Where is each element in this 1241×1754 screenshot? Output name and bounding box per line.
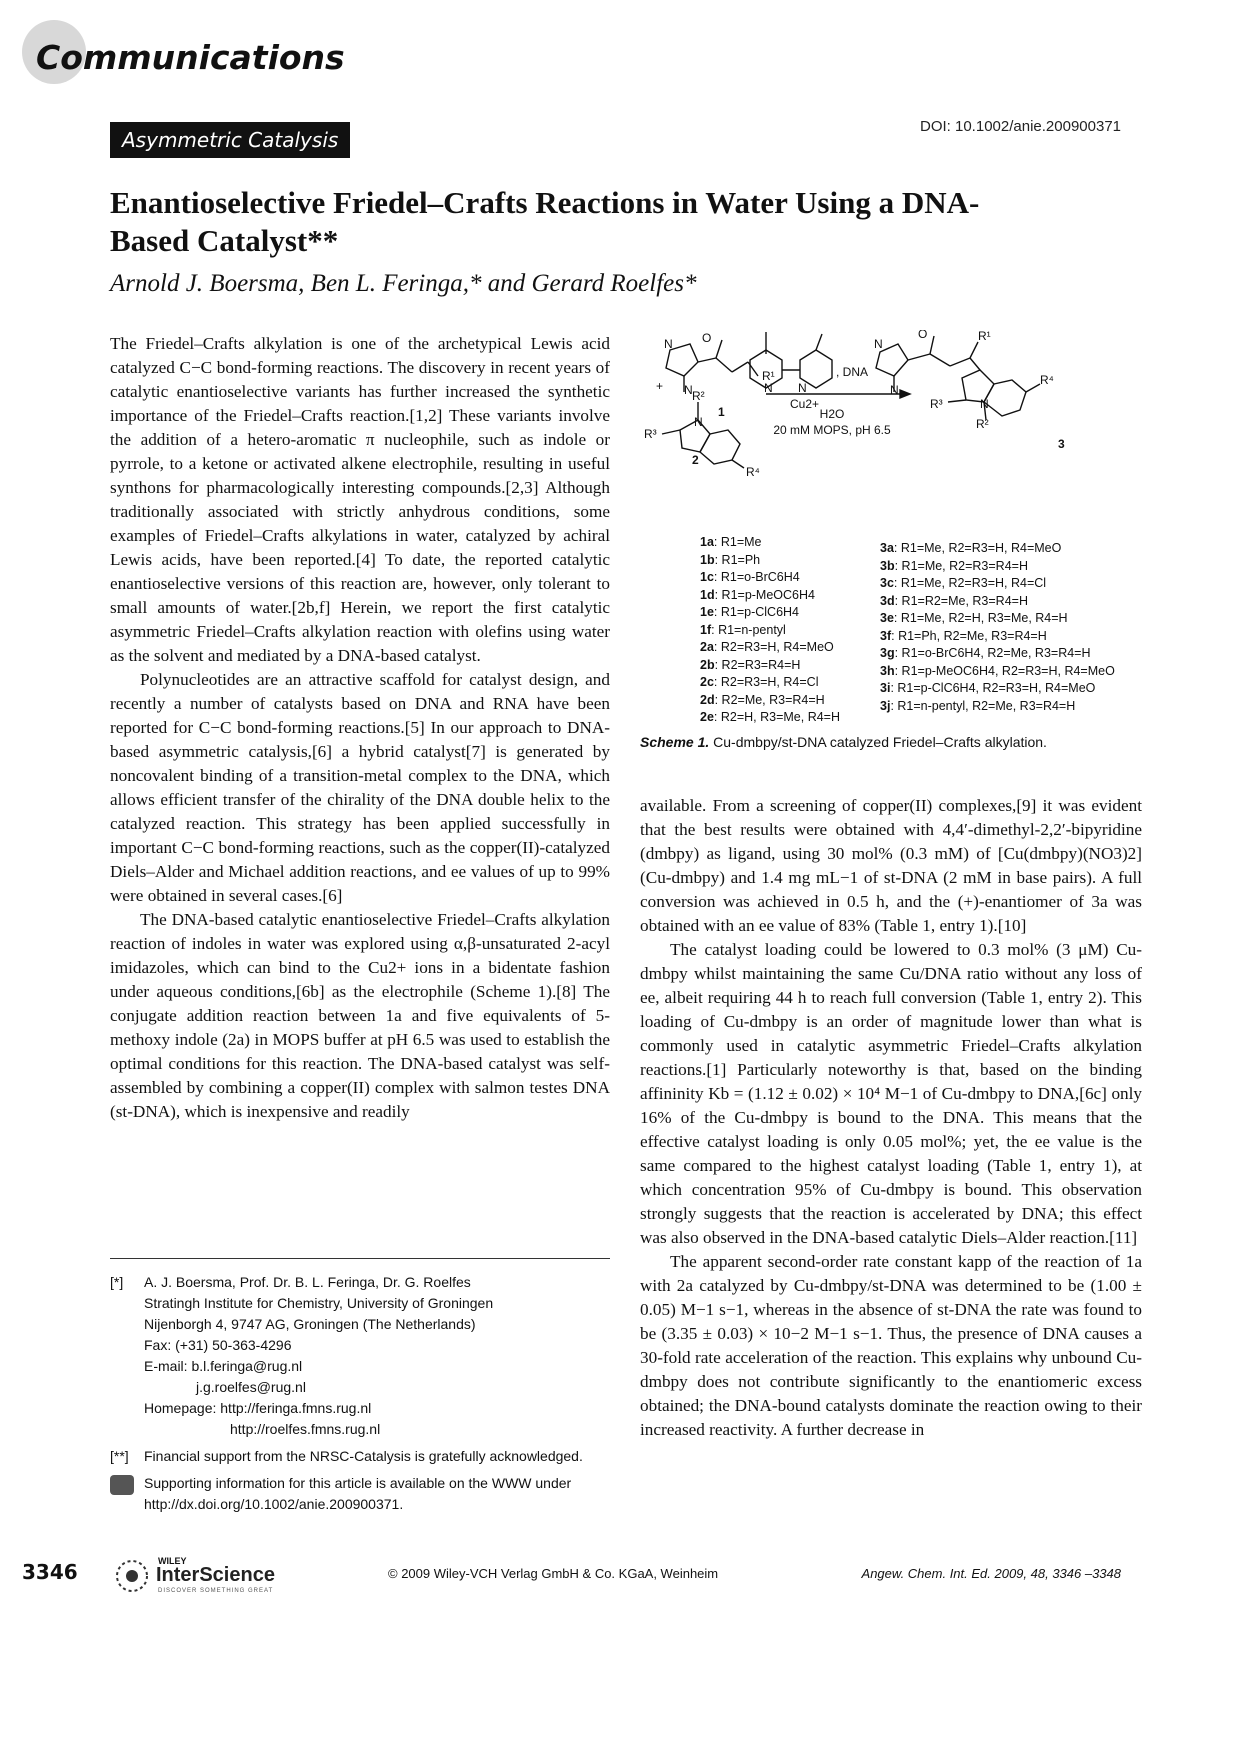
category-label: Asymmetric Catalysis [110,122,350,158]
compound-id: 1d [700,587,715,602]
footnote-homepage-line[interactable]: http://roelfes.fmns.rug.nl [230,1421,381,1437]
cu-label: Cu2+ [790,397,820,411]
scheme-caption [640,734,1140,750]
svg-text:R³: R³ [644,427,657,441]
footnote-affiliation [110,1272,610,1440]
journal-citation: Angew. Chem. Int. Ed. 2009, 48, 3346 –3348 [861,1566,1121,1581]
footnote-email-line[interactable]: j.g.roelfes@rug.nl [196,1379,306,1395]
copyright: © 2009 Wiley-VCH Verlag GmbH & Co. KGaA, Weinheim [388,1566,719,1581]
compound-substituents: : R1=Ph [714,552,761,567]
supporting-info-icon [110,1475,134,1495]
compound-entry [880,628,1115,646]
compound-label-1: 1 [718,405,725,419]
paragraph: The catalyst loading could be lowered to 0.3 mol% (3 μM) Cu-dmbpy whilst maintaining the same Cu/DNA ratio without any loss of ee, albeit requiring 44 h to reach full conversion (Table 1, entry 2). This loading of Cu-dmbpy is an order of magnitude lower than what is commonly used in catalytic asymmetric Friedel–Crafts alkylation reactions.[1] Particularly noteworthy is that, based on the binding affininity Kb = (1.12 ± 0.02) × 10⁴ M−1 of Cu-dmbpy to DNA,[6c] only 16% of the Cu-dmbpy is bound to the DNA. This means that the effective catalyst loading is only 0.05 mol%; yet, the ee value is the same compared to the highest catalyst loading (Table 1, entry 1), at which concentration 95% of Cu-dmbpy is bound. This observation strongly suggests that the reaction is accelerated by DNA; this effect was also observed in the DNA-based catalytic Diels–Alder reaction.[11] [640,940,1142,1247]
compound-entry [880,593,1115,611]
footnote-supporting-info [110,1473,610,1515]
compound-id: 2e [700,710,714,724]
svg-text:R¹: R¹ [762,369,775,383]
paragraph: available. From a screening of copper(II) complexes,[9] it was evident that the best results were obtained with 4,4′-dimethyl-2,2′-bipyridine (dmbpy) as ligand, using 30 mol% (0.3 mM) of [Cu(dmbpy)(NO3)2] (Cu-dmbpy) and 1.4 mg mL−1 of st-DNA (2 mM in base pairs). A full conversion was achieved in 0.5 h, and the (+)-enantiomer of 3a was obtained with an ee value of 83% (Table 1, entry 1).[10] [640,796,1142,935]
body-left-column [110,332,610,1124]
compound-substituents: : R2=R3=H, R4=Cl [713,675,819,689]
compound-entry [700,569,840,587]
svg-text:R¹: R¹ [978,330,991,343]
compound-substituents: : R2=H, R3=Me, R4=H [713,710,840,724]
title-line-2: Based Catalyst** [110,223,339,258]
svg-text:N: N [874,337,883,351]
compound-substituents: : R1=Ph, R2=Me, R3=R4=H [891,628,1047,643]
paragraph: The Friedel–Crafts alkylation is one of the archetypical Lewis acid catalyzed C−C bond-forming reactions. The discovery in recent years of catalytic enantioselective variants has further increased the synthetic importance of the Friedel–Crafts reaction.[1,2] These variants involve the addition of a hetero-aromatic π nucleophile, such as indole or pyrrole, to a ketone or activated alkene electrophile, resulting in useful synthons for pharmacologically interesting compounds.[2,3] Although traditionally associated with strictly anhydrous conditions, some examples of Friedel–Crafts alkylations in water, catalyzed by achiral Lewis acids, have been reported.[4] To date, the reported catalytic enantioselective versions of this reaction are, however, only tolerant to small amounts of water.[2b,f] Herein, we report the first catalytic asymmetric Friedel–Crafts alkylation reaction with olefins using water as the solvent and mediated by a DNA-based catalyst. [110,334,610,665]
svg-text:N: N [764,381,773,395]
compound-substituents: : R2=R3=H, R4=MeO [713,640,834,654]
svg-text:N: N [694,415,703,429]
compound-entry [880,645,1115,663]
compound-entry [880,680,1115,698]
page-number: 3346 [22,1560,78,1584]
compound-substituents: : R2=Me, R3=R4=H [714,692,825,707]
paragraph: The apparent second-order rate constant kapp of the reaction of 1a with 2a catalyzed by Cu-dmbpy/st-DNA was determined to be (1.00 ± 0.05) M−1 s−1, whereas in the absence of st-DNA the rate was found to be (3.35 ± 0.03) × 10−2 M−1 s−1. Thus, the presence of DNA causes a 30-fold rate acceleration of the reaction. This explains why unbound Cu-dmbpy does not contribute significantly to the enantiomeric excess obtained; the DNA-bound catalysts dominate the reaction owing to their increased reactivity. A further decrease in [640,1252,1142,1439]
compound-substituents: : R1=Me, R2=R3=H, R4=MeO [893,541,1062,555]
compound-entry [700,674,840,692]
svg-text:R³: R³ [930,397,943,411]
compound-id: 2b [700,657,715,672]
plus-sign: + [656,379,664,393]
svg-text:N: N [890,383,899,397]
compound-entry [880,575,1115,593]
compound-entry [880,558,1115,576]
conditions-buffer: 20 mM MOPS, pH 6.5 [773,423,891,437]
svg-text:R²: R² [692,389,705,403]
footnote-line: A. J. Boersma, Prof. Dr. B. L. Feringa, Dr. G. Roelfes [144,1274,471,1290]
compound-entry [880,540,1115,558]
compound-substituents: : R2=R3=R4=H [714,657,801,672]
svg-text:N: N [980,397,989,411]
footnote-mark: [*] [110,1274,124,1290]
compound-substituents: : R1=Me [713,535,762,549]
compound-substituents: : R1=Me, R2=R3=H, R4=Cl [893,576,1047,590]
compound-substituents: : R1=Me, R2=H, R3=Me, R4=H [893,611,1068,625]
compound-entry [880,698,1115,716]
publisher-tagline: DISCOVER SOMETHING GREAT [158,1588,274,1594]
publisher-brand: InterScience [156,1564,275,1586]
compound-id: 1b [700,552,715,567]
compound-entry [700,534,840,552]
footnote-line: Fax: (+31) 50-363-4296 [144,1337,292,1353]
svg-text:N: N [664,337,673,351]
compound-id: 1a [700,535,714,549]
footnote-line: E-mail: b.l.feringa@rug.nl [144,1358,303,1374]
compound-substituents: : R1=n-pentyl [711,622,786,637]
compound-entry [700,587,840,605]
svg-text:N: N [798,381,807,395]
compound-entry [700,692,840,710]
compound-id: 3c [880,576,894,590]
compound-substituents: : R1=R2=Me, R3=R4=H [894,593,1028,608]
compound-id: 3i [880,681,891,695]
conditions-solvent: H2O [819,407,845,421]
svg-text:R⁴: R⁴ [746,465,760,479]
compound-id: 1e [700,605,714,619]
svg-text:N: N [684,383,693,397]
footnotes [110,1272,610,1521]
compound-substituents: : R1=p-ClC6H4 [713,605,800,619]
svg-text:R⁴: R⁴ [1040,373,1054,387]
compound-id: 3g [880,646,895,660]
interscience-logo-icon [112,1556,152,1596]
footnote-line[interactable]: Homepage: http://feringa.fmns.rug.nl [144,1400,372,1416]
compound-entry [700,622,840,640]
paragraph: The DNA-based catalytic enantioselective Friedel–Crafts alkylation reaction of indoles in water was explored using α,β-unsaturated 2-acyl imidazoles, which can bind to the Cu2+ ions in a bidentate fashion under aqueous conditions,[6b] as the electrophile (Scheme 1).[8] The conjugate addition reaction between 1a and five equivalents of 5-methoxy indole (2a) in MOPS buffer at pH 6.5 was used to establish the optimal conditions for this reaction. The DNA-based catalyst was self-assembled by combining a copper(II) complex with salmon testes DNA (st-DNA), which is inexpensive and readily [110,910,610,1121]
compound-entry [700,639,840,657]
compound-id: 3f [880,628,892,643]
compound-id: 3b [880,558,895,573]
body-right-column [640,794,1142,1442]
compound-label-2: 2 [692,453,699,467]
indole-benzene-ring [700,430,740,464]
footnote-line: Nijenborgh 4, 9747 AG, Groningen (The Netherlands) [144,1316,476,1332]
compound-list-left [700,534,840,727]
compound-substituents: : R1=o-BrC6H4 [713,570,800,584]
title-line-1: Enantioselective Friedel–Crafts Reactions in Water Using a DNA- [110,185,980,220]
doi: DOI: 10.1002/anie.200900371 [920,118,1121,135]
compound-list-right [880,540,1115,715]
compound-id: 2c [700,675,714,689]
compound-id: 3e [880,611,894,625]
compound-substituents: : R1=n-pentyl, R2=Me, R3=R4=H [890,698,1076,713]
compound-substituents: : R1=p-ClC6H4, R2=R3=H, R4=MeO [890,681,1096,695]
compound-substituents: : R1=p-MeOC6H4 [714,587,815,602]
footnote-funding [110,1446,610,1467]
compound-id: 1f [700,622,712,637]
compound-id: 3h [880,663,895,678]
author-list: Arnold J. Boersma, Ben L. Feringa,* and Gerard Roelfes* [110,270,697,297]
product-indole-pyrrole [962,370,994,402]
paragraph: Polynucleotides are an attractive scaffold for catalyst design, and recently a number of catalysts based on DNA and RNA have been reported for C−C bond-forming reactions.[5] In our approach to DNA-based asymmetric catalysis,[6] a hybrid catalyst[7] is generated by noncovalent binding of a transition-metal complex to the DNA, which allows efficient transfer of the chirality of the DNA double helix to the catalyzed reaction. This strategy has been applied successfully in important C−C bond-forming reactions, such as the copper(II)-catalyzed Diels–Alder and Michael addition reactions, and ee values of up to 99% were obtained in several cases.[6] [110,670,610,905]
footnote-divider [110,1258,610,1259]
compound-substituents: : R1=Me, R2=R3=R4=H [894,558,1028,573]
compound-entry [700,604,840,622]
compound-entry [880,663,1115,681]
publisher-small: WILEY [158,1556,187,1566]
compound-entry [700,552,840,570]
compound-entry [700,709,840,727]
conditions-reagent: , DNA [836,365,869,379]
compound-id: 3j [880,698,891,713]
compound-id: 1c [700,570,714,584]
footnote-funding-text: Financial support from the NRSC-Catalysis is gratefully acknowledged. [144,1448,583,1464]
product-indole-benzene [984,380,1026,416]
scheme-caption-label: Scheme 1. [640,734,710,750]
compound-substituents: : R1=o-BrC6H4, R2=Me, R3=R4=H [894,646,1091,660]
compound-substituents: : R1=p-MeOC6H4, R2=R3=H, R4=MeO [894,663,1115,678]
compound-id: 3d [880,593,895,608]
footnote-mark: [**] [110,1448,129,1464]
compound-id: 2a [700,640,714,654]
section-header: Communications [36,38,345,77]
footnote-line: Stratingh Institute for Chemistry, University of Groningen [144,1295,494,1311]
scheme-caption-text: Cu-dmbpy/st-DNA catalyzed Friedel–Crafts alkylation. [713,734,1047,750]
article-title [110,184,1120,260]
compound-entry [880,610,1115,628]
compound-label-3: 3 [1058,437,1065,451]
svg-text:O: O [918,330,928,341]
svg-text:O: O [702,331,712,345]
footnote-supporting-text[interactable]: Supporting information for this article is available on the WWW under http://dx.doi.org/10.1002/anie.200900371. [144,1475,572,1512]
compound-id: 3a [880,541,894,555]
svg-text:R²: R² [976,417,989,431]
compound-id: 2d [700,692,715,707]
compound-entry [700,657,840,675]
